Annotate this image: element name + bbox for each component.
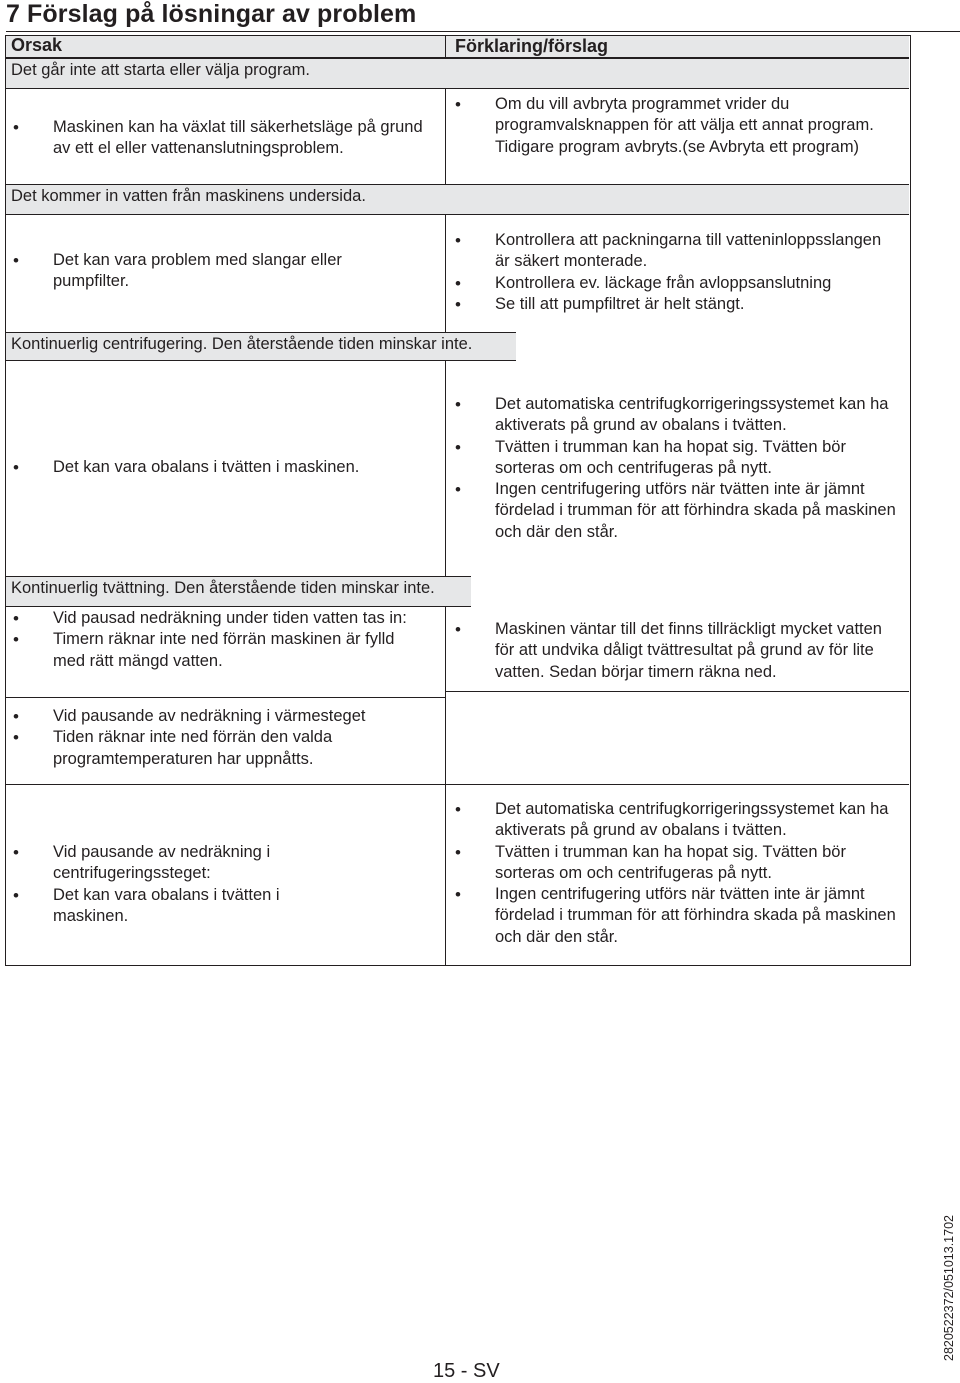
column-divider: [445, 361, 446, 576]
list-item: • Tiden räknar inte ned förrän den valda programtemperaturen har uppnåtts.: [11, 727, 431, 770]
list-item: • Vid pausande av nedräkning i centrifugeringssteget:: [11, 842, 351, 885]
list-item: • Se till att pumpfiltret är helt stängt.: [453, 294, 883, 315]
section-heading-text: Kontinuerlig centrifugering. Den återstående tiden minskar inte.: [11, 335, 473, 353]
list-item: • Vid pausande av nedräkning i värmesteget: [11, 706, 431, 727]
section-heading: [6, 332, 516, 361]
section-heading-text: Det går inte att starta eller välja program.: [11, 61, 310, 79]
cause-list: [11, 842, 351, 927]
table-header: [6, 36, 909, 58]
list-item: • Timern räknar inte ned förrän maskinen är fylld med rätt mängd vatten.: [11, 629, 431, 672]
list-item: • Ingen centrifugering utförs när tvätten inte är jämnt fördelad i trumman för att förhindra skada på maskinen och där den står.: [453, 884, 903, 948]
list-item: • Tvätten i trumman kan ha hopat sig. Tvätten bör sorteras om och centrifugeras på nytt.: [453, 842, 903, 885]
cause-list: [11, 706, 431, 770]
cause-list: [11, 608, 431, 672]
list-item: • Maskinen väntar till det finns tillräckligt mycket vatten för att undvika dåligt tvättresultat på grund av för lite vatten. Sedan börjar timern räkna ned.: [453, 619, 903, 683]
remedy-list: [453, 230, 883, 315]
page-title: 7 Förslag på lösningar av problem: [6, 0, 417, 28]
cause-list: [11, 457, 431, 478]
list-item: • Vid pausad nedräkning under tiden vatten tas in:: [11, 608, 431, 629]
section-heading-text: Kontinuerlig tvättning. Den återstående tiden minskar inte.: [11, 579, 435, 597]
title-rule: [6, 31, 960, 32]
section-heading: [6, 58, 909, 89]
remedy-list: [453, 619, 903, 683]
list-item: • Tvätten i trumman kan ha hopat sig. Tvätten bör sorteras om och centrifugeras på nytt.: [453, 437, 903, 480]
troubleshooting-table: [5, 35, 911, 966]
list-item: • Maskinen kan ha växlat till säkerhetsläge på grund av ett el eller vattenanslutningsproblem.: [11, 117, 431, 160]
column-divider: [445, 215, 446, 332]
section-heading: [6, 184, 909, 215]
column-divider: [445, 607, 446, 965]
list-item: • Det automatiska centrifugkorrigeringssystemet kan ha aktiverats på grund av obalans i tvätten.: [453, 799, 903, 842]
remedy-list: [453, 94, 903, 158]
remedy-list: [453, 799, 903, 948]
list-item: • Det kan vara problem med slangar eller pumpfilter.: [11, 250, 391, 293]
cause-list: [11, 250, 391, 293]
header-separator: [445, 36, 446, 57]
remedy-list: [453, 394, 903, 543]
list-item: • Ingen centrifugering utförs när tvätten inte är jämnt fördelad i trumman för att förhindra skada på maskinen och där den står.: [453, 479, 903, 543]
row-divider: [6, 697, 445, 698]
row-divider: [445, 691, 909, 692]
row-divider: [6, 784, 909, 785]
column-divider: [445, 89, 446, 186]
page-number: 15 - SV: [433, 1360, 500, 1382]
list-item: • Det kan vara obalans i tvätten i maskinen.: [11, 457, 431, 478]
section-heading: [6, 576, 471, 607]
section-heading-text: Det kommer in vatten från maskinens undersida.: [11, 187, 366, 205]
header-explanation: Förklaring/förslag: [455, 36, 609, 56]
list-item: • Kontrollera att packningarna till vatteninloppsslangen är säkert monterade.: [453, 230, 883, 273]
cause-list: [11, 117, 431, 160]
list-item: • Det kan vara obalans i tvätten i maskinen.: [11, 885, 351, 928]
list-item: • Kontrollera ev. läckage från avloppsanslutning: [453, 273, 883, 294]
document-id: 2820522372/051013.1702: [942, 1215, 956, 1361]
list-item: • Det automatiska centrifugkorrigeringssystemet kan ha aktiverats på grund av obalans i tvätten.: [453, 394, 903, 437]
header-cause: Orsak: [11, 35, 63, 55]
list-item: • Om du vill avbryta programmet vrider du programvalsknappen för att välja ett annat program. Tidigare program avbryts.(se Avbryta ett program): [453, 94, 903, 158]
